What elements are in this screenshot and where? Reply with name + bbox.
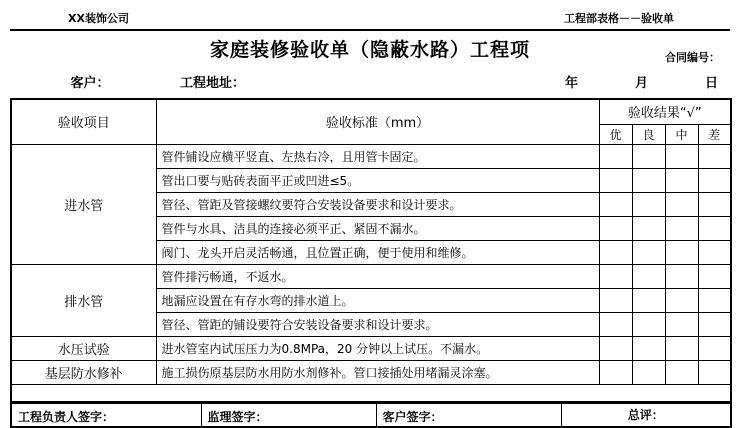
grade-cell-good[interactable] bbox=[632, 192, 665, 216]
grade-cell-good[interactable] bbox=[632, 264, 665, 288]
company-name: XX装饰公司 bbox=[68, 12, 129, 25]
grade-cell-excellent[interactable] bbox=[599, 264, 632, 288]
total-evaluation-field[interactable]: 总评： bbox=[561, 403, 731, 427]
grade-cell-good[interactable] bbox=[632, 144, 665, 168]
group-label-waterproof-repair: 基层防水修补 bbox=[11, 360, 156, 384]
grade-cell-medium[interactable] bbox=[665, 264, 698, 288]
standard-text: 地漏应设置在有存水弯的排水道上。 bbox=[156, 288, 599, 312]
grade-cell-excellent[interactable] bbox=[599, 240, 632, 264]
client-label: 客户： bbox=[70, 75, 110, 91]
signature-row bbox=[11, 403, 731, 427]
grade-cell-good[interactable] bbox=[632, 168, 665, 192]
standard-text: 管径、管距及管接螺纹要符合安装设备要求和设计要求。 bbox=[156, 192, 599, 216]
group-label-pressure-test: 水压试验 bbox=[11, 336, 156, 360]
col-header-result: 验收结果“√” bbox=[599, 99, 731, 125]
grade-cell-poor[interactable] bbox=[698, 336, 731, 360]
col-header-standard: 验收标准（mm） bbox=[156, 99, 599, 145]
standard-text: 施工损伤原基层防水用防水剂修补。管口接插处用堵漏灵涂塞。 bbox=[156, 360, 599, 384]
grade-cell-medium[interactable] bbox=[665, 312, 698, 336]
table-row bbox=[11, 336, 731, 360]
day-label: 日 bbox=[704, 75, 718, 91]
grade-cell-excellent[interactable] bbox=[599, 192, 632, 216]
owner-signature-field[interactable]: 工程负责人签字： bbox=[11, 403, 201, 427]
supervisor-signature-field[interactable]: 监理签字： bbox=[201, 403, 376, 427]
signature-table bbox=[10, 403, 732, 428]
grade-cell-poor[interactable] bbox=[698, 288, 731, 312]
page-title: 家庭装修验收单（隐蔽水路）工程项 bbox=[209, 39, 530, 61]
grade-cell-poor[interactable] bbox=[698, 144, 731, 168]
table-blank-row bbox=[11, 384, 731, 402]
grade-cell-excellent[interactable] bbox=[599, 216, 632, 240]
address-label: 工程地址： bbox=[180, 75, 246, 91]
grade-cell-poor[interactable] bbox=[698, 216, 731, 240]
col-header-grade-excellent: 优 bbox=[599, 124, 632, 144]
grade-cell-excellent[interactable] bbox=[599, 168, 632, 192]
grade-cell-good[interactable] bbox=[632, 288, 665, 312]
grade-cell-medium[interactable] bbox=[665, 144, 698, 168]
grade-cell-excellent[interactable] bbox=[599, 288, 632, 312]
table-header-row bbox=[11, 99, 731, 125]
standard-text: 管出口要与贴砖表面平正或凹进≤5。 bbox=[156, 168, 599, 192]
info-line bbox=[10, 63, 730, 98]
standard-text: 管件与水具、洁具的连接必须平正、紧固不漏水。 bbox=[156, 216, 599, 240]
grade-cell-medium[interactable] bbox=[665, 336, 698, 360]
grade-cell-poor[interactable] bbox=[698, 240, 731, 264]
grade-cell-good[interactable] bbox=[632, 240, 665, 264]
grade-cell-poor[interactable] bbox=[698, 168, 731, 192]
group-label-drain-pipe: 排水管 bbox=[11, 264, 156, 336]
grade-cell-medium[interactable] bbox=[665, 168, 698, 192]
col-header-grade-poor: 差 bbox=[698, 124, 731, 144]
grade-cell-medium[interactable] bbox=[665, 360, 698, 384]
grade-cell-medium[interactable] bbox=[665, 216, 698, 240]
grade-cell-excellent[interactable] bbox=[599, 336, 632, 360]
month-label: 月 bbox=[634, 75, 648, 91]
grade-cell-poor[interactable] bbox=[698, 264, 731, 288]
group-label-inlet-pipe: 进水管 bbox=[11, 144, 156, 264]
table-row bbox=[11, 264, 731, 288]
col-header-grade-good: 良 bbox=[632, 124, 665, 144]
standard-text: 阀门、龙头开启灵活畅通，且位置正确，便于使用和维修。 bbox=[156, 240, 599, 264]
standard-text: 管件排污畅通，不返水。 bbox=[156, 264, 599, 288]
year-label: 年 bbox=[564, 75, 578, 91]
standard-text: 管径、管距的铺设要符合安装设备要求和设计要求。 bbox=[156, 312, 599, 336]
client-signature-field[interactable]: 客户签字： bbox=[376, 403, 561, 427]
standard-text: 进水管室内试压压力为0.8MPa，20 分钟以上试压。不漏水。 bbox=[156, 336, 599, 360]
grade-cell-good[interactable] bbox=[632, 360, 665, 384]
grade-cell-poor[interactable] bbox=[698, 312, 731, 336]
grade-cell-medium[interactable] bbox=[665, 288, 698, 312]
grade-cell-medium[interactable] bbox=[665, 192, 698, 216]
contract-number-label: 合同编号： bbox=[665, 50, 720, 64]
page-header bbox=[10, 8, 730, 29]
grade-cell-good[interactable] bbox=[632, 216, 665, 240]
grade-cell-excellent[interactable] bbox=[599, 144, 632, 168]
grade-cell-poor[interactable] bbox=[698, 360, 731, 384]
form-label: 工程部表格－－验收单 bbox=[564, 12, 674, 25]
grade-cell-excellent[interactable] bbox=[599, 312, 632, 336]
grade-cell-medium[interactable] bbox=[665, 240, 698, 264]
col-header-item: 验收项目 bbox=[11, 99, 156, 145]
grade-cell-good[interactable] bbox=[632, 312, 665, 336]
grade-cell-poor[interactable] bbox=[698, 192, 731, 216]
blank-area bbox=[11, 384, 731, 402]
col-header-grade-medium: 中 bbox=[665, 124, 698, 144]
grade-cell-good[interactable] bbox=[632, 336, 665, 360]
table-row bbox=[11, 360, 731, 384]
table-row bbox=[11, 144, 731, 168]
grade-cell-excellent[interactable] bbox=[599, 360, 632, 384]
standard-text: 管件铺设应横平竖直、左热右冷，且用管卡固定。 bbox=[156, 144, 599, 168]
inspection-table bbox=[10, 98, 732, 403]
title-band bbox=[10, 29, 730, 63]
